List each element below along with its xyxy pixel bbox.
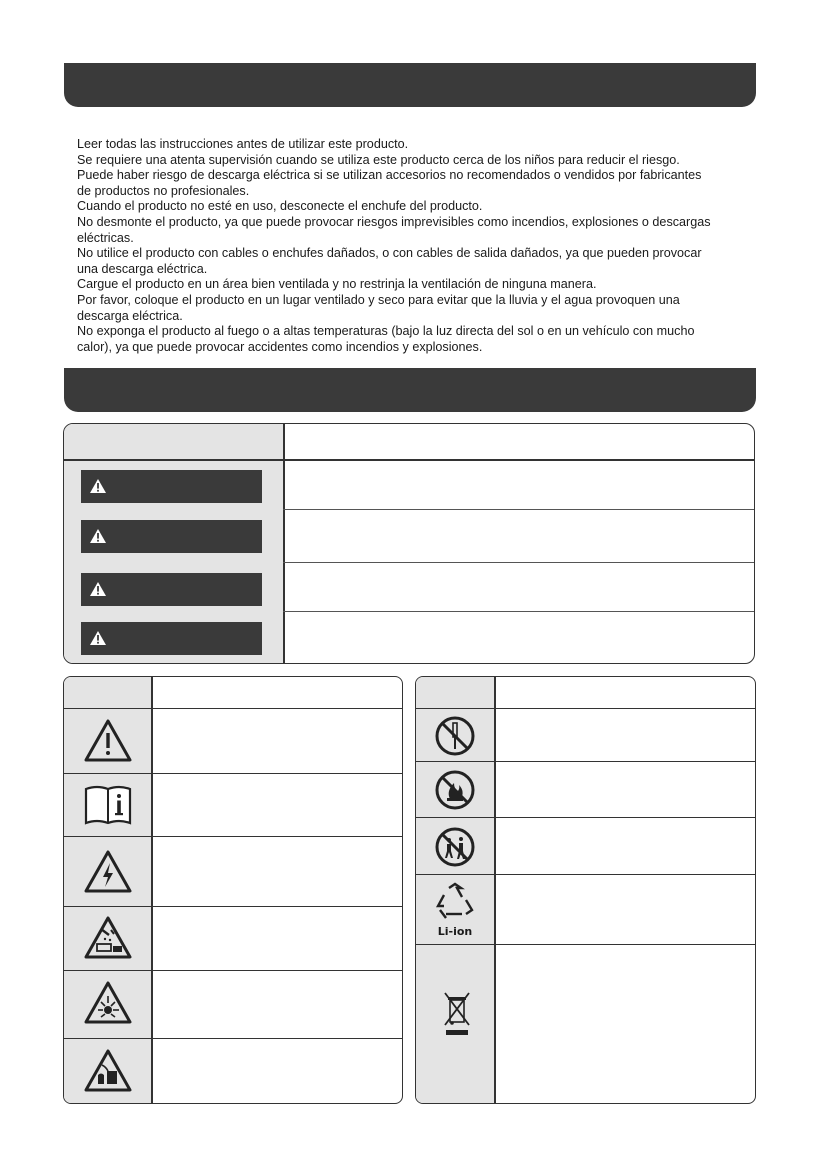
- instruction-line: No desmonte el producto, ya que puede provocar riesgos imprevisibles como incendios, explosiones o descargas: [77, 214, 711, 229]
- instruction-line: No utilice el producto con cables o enchufes dañados, o con cables de salida dañados, ya que pueden provocar: [77, 246, 702, 261]
- keep-away-children-icon: [434, 826, 476, 868]
- table-divider: [64, 459, 754, 461]
- instruction-line: calor), ya que puede provocar accidentes como incendios y explosiones.: [77, 339, 483, 354]
- explosion-icon: [84, 981, 132, 1025]
- signal-badge-4: [81, 622, 262, 655]
- instruction-line: una descarga eléctrica.: [77, 261, 208, 276]
- symbol-table-right: [415, 676, 756, 1104]
- instruction-line: Puede haber riesgo de descarga eléctrica si se utilizan accesorios no recomendados o vendidos por fabricantes: [77, 168, 702, 183]
- instruction-line: Se requiere una atenta supervisión cuando se utiliza este producto cerca de los niños para reducir el riesgo.: [77, 152, 680, 167]
- warning-triangle-icon: [89, 630, 107, 646]
- safety-instructions-text: [77, 137, 757, 355]
- warning-triangle-icon: [84, 719, 132, 763]
- warning-triangle-icon: [89, 581, 107, 597]
- section-header-bar-1: [64, 63, 756, 107]
- instruction-line: Leer todas las instrucciones antes de utilizar este producto.: [77, 137, 409, 151]
- instruction-line: Por favor, coloque el producto en un lugar ventilado y seco para evitar que la lluvia y el agua provoquen una: [77, 292, 680, 307]
- signal-badge-2: [81, 520, 262, 553]
- instruction-line: descarga eléctrica.: [77, 308, 183, 323]
- instruction-line: Cargue el producto en un área bien ventilada y no restrinja la ventilación de ninguna manera.: [77, 277, 597, 292]
- weee-bin-icon: [443, 991, 471, 1037]
- instruction-line: Cuando el producto no esté en uso, desconecte el enchufe del producto.: [77, 199, 483, 214]
- warning-triangle-icon: [89, 478, 107, 494]
- instruction-line: de productos no profesionales.: [77, 183, 250, 198]
- signal-badge-1: [81, 470, 262, 503]
- li-ion-label: Li-ion: [437, 925, 473, 938]
- read-manual-icon: [83, 783, 133, 827]
- electric-shock-icon: [84, 850, 132, 894]
- no-disassembly-icon: [434, 715, 476, 757]
- section-header-bar-2: [64, 368, 756, 412]
- toxic-hazard-icon: [84, 1049, 132, 1093]
- recycle-li-ion-icon: [432, 882, 478, 938]
- corrosive-icon: [84, 916, 132, 960]
- no-fire-icon: [434, 769, 476, 811]
- signal-word-table: [63, 423, 755, 664]
- instruction-line: No exponga el producto al fuego o a altas temperaturas (bajo la luz directa del sol o en un vehículo con mucho: [77, 324, 695, 339]
- signal-badge-3: [81, 573, 262, 606]
- warning-triangle-icon: [89, 528, 107, 544]
- instruction-line: eléctricas.: [77, 230, 134, 245]
- symbol-table-left: [63, 676, 403, 1104]
- recycle-arrows-icon: [432, 882, 478, 922]
